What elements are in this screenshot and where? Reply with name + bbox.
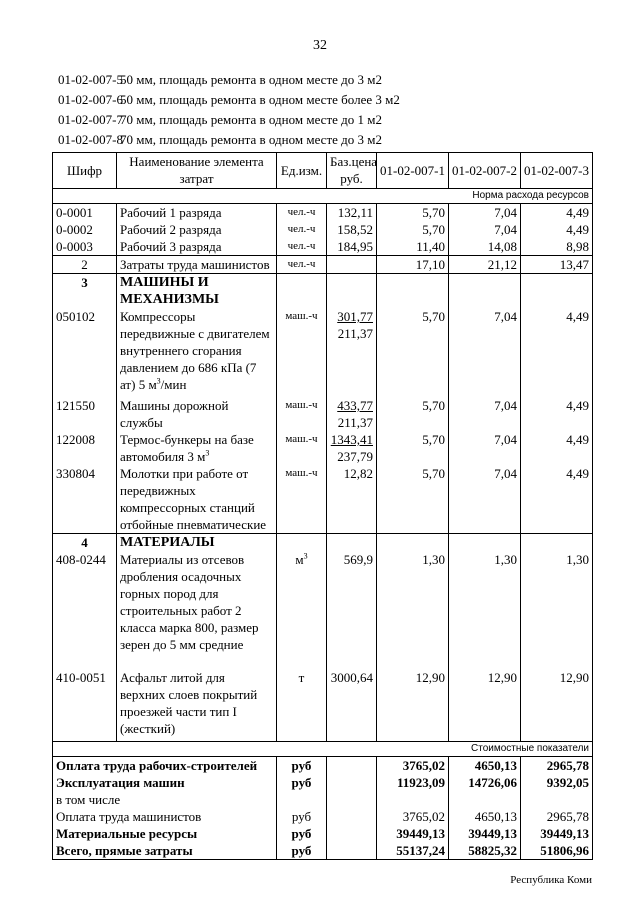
row-code: 0-0003 (53, 238, 117, 256)
table-row (53, 308, 593, 397)
section-title: МАШИНЫ И МЕХАНИЗМЫ (117, 274, 277, 309)
row-v2: 7,04 (449, 308, 521, 397)
row-unit: чел.-ч (277, 256, 327, 274)
row-price (327, 308, 377, 397)
row-v1: 5,70 (377, 221, 449, 238)
table-header-row (53, 153, 593, 189)
code-id: 01-02-007-7 (58, 112, 123, 127)
row-name: Рабочий 2 разряда (117, 221, 277, 238)
footer-region: Республика Коми (510, 874, 592, 886)
table-row (53, 397, 593, 431)
table-row (53, 221, 593, 238)
table-row (53, 551, 593, 669)
code-desc: 50 мм, площадь ремонта в одном месте более 3 м2 (120, 92, 400, 107)
cost-v2: 4650,13 (449, 808, 521, 825)
cost-v1: 11923,09 (377, 774, 449, 791)
row-price (327, 431, 377, 465)
table-row (53, 465, 593, 534)
row-v2: 7,04 (449, 204, 521, 222)
code-desc: 50 мм, площадь ремонта в одном месте до 3 м2 (120, 72, 382, 87)
row-unit: маш.-ч (277, 431, 327, 465)
page-number: 32 (313, 38, 327, 53)
resource-table (52, 152, 593, 860)
cost-v3: 2965,78 (521, 808, 593, 825)
row-unit: т (277, 669, 327, 742)
row-name: Затраты труда машинистов (117, 256, 277, 274)
price-sub: 211,37 (337, 415, 373, 430)
cost-name: Эксплуатация машин (53, 774, 277, 791)
row-unit: чел.-ч (277, 204, 327, 222)
row-price (327, 397, 377, 431)
cost-row (53, 791, 593, 808)
row-code: 0-0002 (53, 221, 117, 238)
row-unit: маш.-ч (277, 397, 327, 431)
row-name (117, 465, 277, 534)
row-name-text: Компрессоры передвижные с двигателем внутреннего сгорания давлением до 686 кПа (7 ат) 5 м (120, 309, 270, 392)
row-price: 158,52 (327, 221, 377, 238)
cost-v3 (521, 791, 593, 808)
cost-v2: 39449,13 (449, 825, 521, 842)
row-v1: 17,10 (377, 256, 449, 274)
row-v2: 7,04 (449, 397, 521, 431)
unit-sup: 3 (303, 551, 308, 561)
cost-unit: руб (277, 842, 327, 860)
row-v2: 14,08 (449, 238, 521, 256)
cost-name: Материальные ресурсы (53, 825, 277, 842)
cost-unit: руб (277, 774, 327, 791)
row-price: 12,82 (327, 465, 377, 534)
cost-v3: 51806,96 (521, 842, 593, 860)
row-name-text: Молотки при работе от передвижных компрессорных станций отбойные пневматические (120, 466, 267, 532)
code-id: 01-02-007-8 (58, 132, 123, 147)
cost-header-row (53, 742, 593, 757)
row-price: 184,95 (327, 238, 377, 256)
row-v3: 4,49 (521, 308, 593, 397)
code-id: 01-02-007-6 (58, 92, 123, 107)
row-v1: 1,30 (377, 551, 449, 669)
row-v3: 8,98 (521, 238, 593, 256)
row-code: 330804 (53, 465, 117, 534)
row-name (117, 308, 277, 397)
cost-name: в том числе (53, 791, 277, 808)
section-code: 3 (53, 274, 117, 309)
row-name: Рабочий 1 разряда (117, 204, 277, 222)
row-code: 122008 (53, 431, 117, 465)
row-v2: 12,90 (449, 669, 521, 742)
row-v1: 12,90 (377, 669, 449, 742)
cost-row (53, 757, 593, 775)
row-price: 132,11 (327, 204, 377, 222)
cost-row (53, 808, 593, 825)
row-code: 121550 (53, 397, 117, 431)
code-line (58, 110, 400, 130)
row-v1: 5,70 (377, 431, 449, 465)
cost-unit: руб (277, 808, 327, 825)
row-v3: 4,49 (521, 431, 593, 465)
table-row (53, 431, 593, 465)
row-v2: 1,30 (449, 551, 521, 669)
cost-v2: 4650,13 (449, 757, 521, 775)
header-col3: 01-02-007-3 (521, 153, 593, 189)
header-col1: 01-02-007-1 (377, 153, 449, 189)
cost-v1 (377, 791, 449, 808)
row-name: Асфальт литой для верхних слоев покрытий проезжей части тип I (жесткий) (117, 669, 277, 742)
cost-v2 (449, 791, 521, 808)
row-name (117, 397, 277, 431)
norm-label: Норма расхода ресурсов (377, 189, 593, 204)
row-name: Рабочий 3 разряда (117, 238, 277, 256)
row-v3: 1,30 (521, 551, 593, 669)
table-row (53, 204, 593, 222)
row-v2: 21,12 (449, 256, 521, 274)
price-main: 301,77 (337, 309, 373, 324)
row-unit: чел.-ч (277, 238, 327, 256)
cost-v1: 3765,02 (377, 757, 449, 775)
row-code: 0-0001 (53, 204, 117, 222)
row-price: 3000,64 (327, 669, 377, 742)
code-line (58, 70, 400, 90)
row-v3: 4,49 (521, 221, 593, 238)
cost-row (53, 774, 593, 791)
row-v1: 5,70 (377, 465, 449, 534)
section-code: 4 (53, 534, 117, 552)
header-price: Баз.цена руб. (327, 153, 377, 189)
section-row (53, 534, 593, 552)
section-title: МАТЕРИАЛЫ (117, 534, 277, 552)
row-v1: 11,40 (377, 238, 449, 256)
row-v1: 5,70 (377, 204, 449, 222)
cost-name: Оплата труда рабочих-строителей (53, 757, 277, 775)
cost-v2: 58825,32 (449, 842, 521, 860)
cost-label: Стоимостные показатели (377, 742, 593, 757)
row-name (117, 431, 277, 465)
cost-name: Оплата труда машинистов (53, 808, 277, 825)
cost-unit (277, 791, 327, 808)
cost-v2: 14726,06 (449, 774, 521, 791)
row-v1: 5,70 (377, 308, 449, 397)
row-v3: 4,49 (521, 204, 593, 222)
row-v2: 7,04 (449, 465, 521, 534)
row-name: Материалы из отсевов дробления осадочных горных пород для строительных работ 2 класса марка 800, размер зерен до 5 мм средние (117, 551, 277, 669)
row-name-text: Машины дорожной службы (120, 398, 229, 430)
header-col2: 01-02-007-2 (449, 153, 521, 189)
cost-v1: 55137,24 (377, 842, 449, 860)
cost-unit: руб (277, 825, 327, 842)
row-code: 050102 (53, 308, 117, 397)
row-v3: 4,49 (521, 465, 593, 534)
table-row (53, 238, 593, 256)
table-row (53, 256, 593, 274)
cost-v1: 3765,02 (377, 808, 449, 825)
row-unit: чел.-ч (277, 221, 327, 238)
price-main: 433,77 (337, 398, 373, 413)
row-v2: 7,04 (449, 221, 521, 238)
table-row (53, 669, 593, 742)
row-v3: 12,90 (521, 669, 593, 742)
code-desc: 70 мм, площадь ремонта в одном месте до 3 м2 (120, 132, 382, 147)
row-v3: 13,47 (521, 256, 593, 274)
code-list (58, 70, 400, 150)
price-sub: 237,79 (337, 449, 373, 464)
row-name-tail: /мин (160, 377, 187, 392)
code-line (58, 130, 400, 150)
price-sub: 211,37 (337, 326, 373, 341)
row-unit: маш.-ч (277, 308, 327, 397)
price-main: 1343,41 (330, 432, 373, 447)
row-name-sup: 3 (156, 376, 161, 386)
cost-unit: руб (277, 757, 327, 775)
code-desc: 70 мм, площадь ремонта в одном месте до 1 м2 (120, 112, 382, 127)
row-unit (277, 551, 327, 669)
cost-row (53, 825, 593, 842)
cost-v1: 39449,13 (377, 825, 449, 842)
code-id: 01-02-007-5 (58, 72, 123, 87)
cost-v3: 39449,13 (521, 825, 593, 842)
header-unit: Ед.изм. (277, 153, 327, 189)
row-unit: маш.-ч (277, 465, 327, 534)
code-line (58, 90, 400, 110)
row-v2: 7,04 (449, 431, 521, 465)
row-code: 2 (53, 256, 117, 274)
header-code: Шифр (53, 153, 117, 189)
norm-header-row (53, 189, 593, 204)
row-v1: 5,70 (377, 397, 449, 431)
cost-v3: 9392,05 (521, 774, 593, 791)
row-v3: 4,49 (521, 397, 593, 431)
cost-v3: 2965,78 (521, 757, 593, 775)
cost-row (53, 842, 593, 860)
row-price: 569,9 (327, 551, 377, 669)
unit-text: м (295, 552, 304, 567)
row-code: 410-0051 (53, 669, 117, 742)
section-row (53, 274, 593, 309)
row-name-sup: 3 (205, 448, 210, 458)
header-name: Наименование элемента затрат (117, 153, 277, 189)
cost-name: Всего, прямые затраты (53, 842, 277, 860)
row-name-text: Термос-бункеры на базе автомобиля 3 м (120, 432, 254, 464)
row-code: 408-0244 (53, 551, 117, 669)
